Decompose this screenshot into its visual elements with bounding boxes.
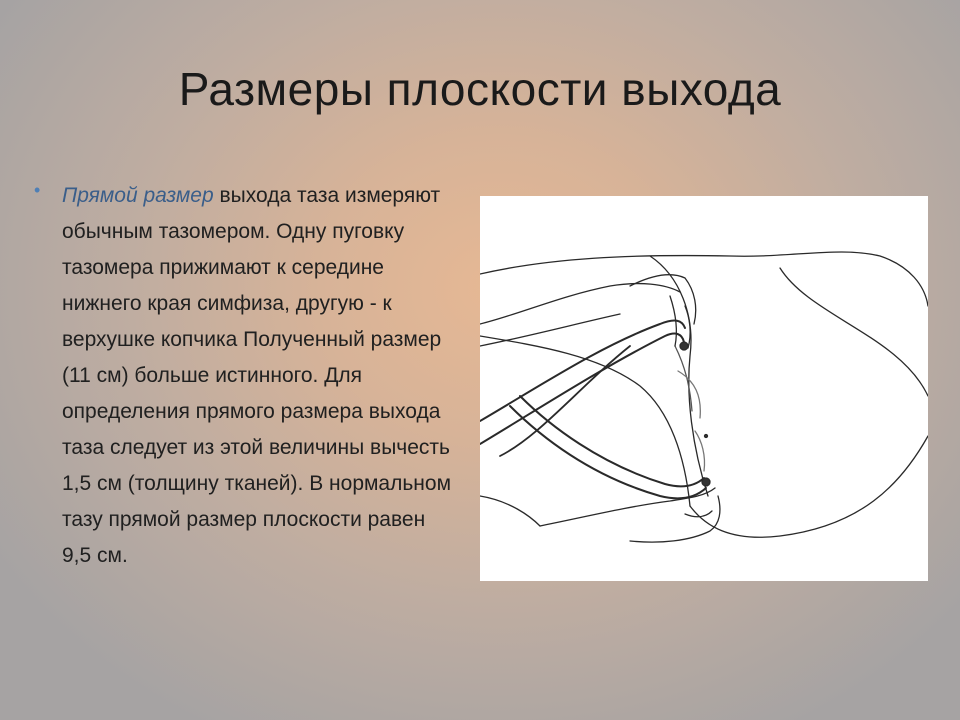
pelvimeter-drawing (480, 196, 928, 581)
pelvimeter-illustration (480, 196, 928, 581)
slide-title: Размеры плоскости выхода (178, 63, 782, 115)
bullet-item (34, 178, 454, 574)
bullet-term: Прямой размер (62, 184, 214, 207)
bullet-icon: • (34, 180, 41, 200)
bullet-body: выхода таза измеряют обычным тазомером. Одну пуговку тазомера прижимают к середине нижнего края симфиза, другую - к верхушке копчика Полученный размер (11 см) больше истинного. Для определения прямого размера выхода таза следует из этой величины вычесть 1,5 см (толщину тканей). В нормальном тазу прямой размер плоскости равен 9,5 см. (62, 184, 452, 567)
bullet-text (62, 178, 454, 574)
